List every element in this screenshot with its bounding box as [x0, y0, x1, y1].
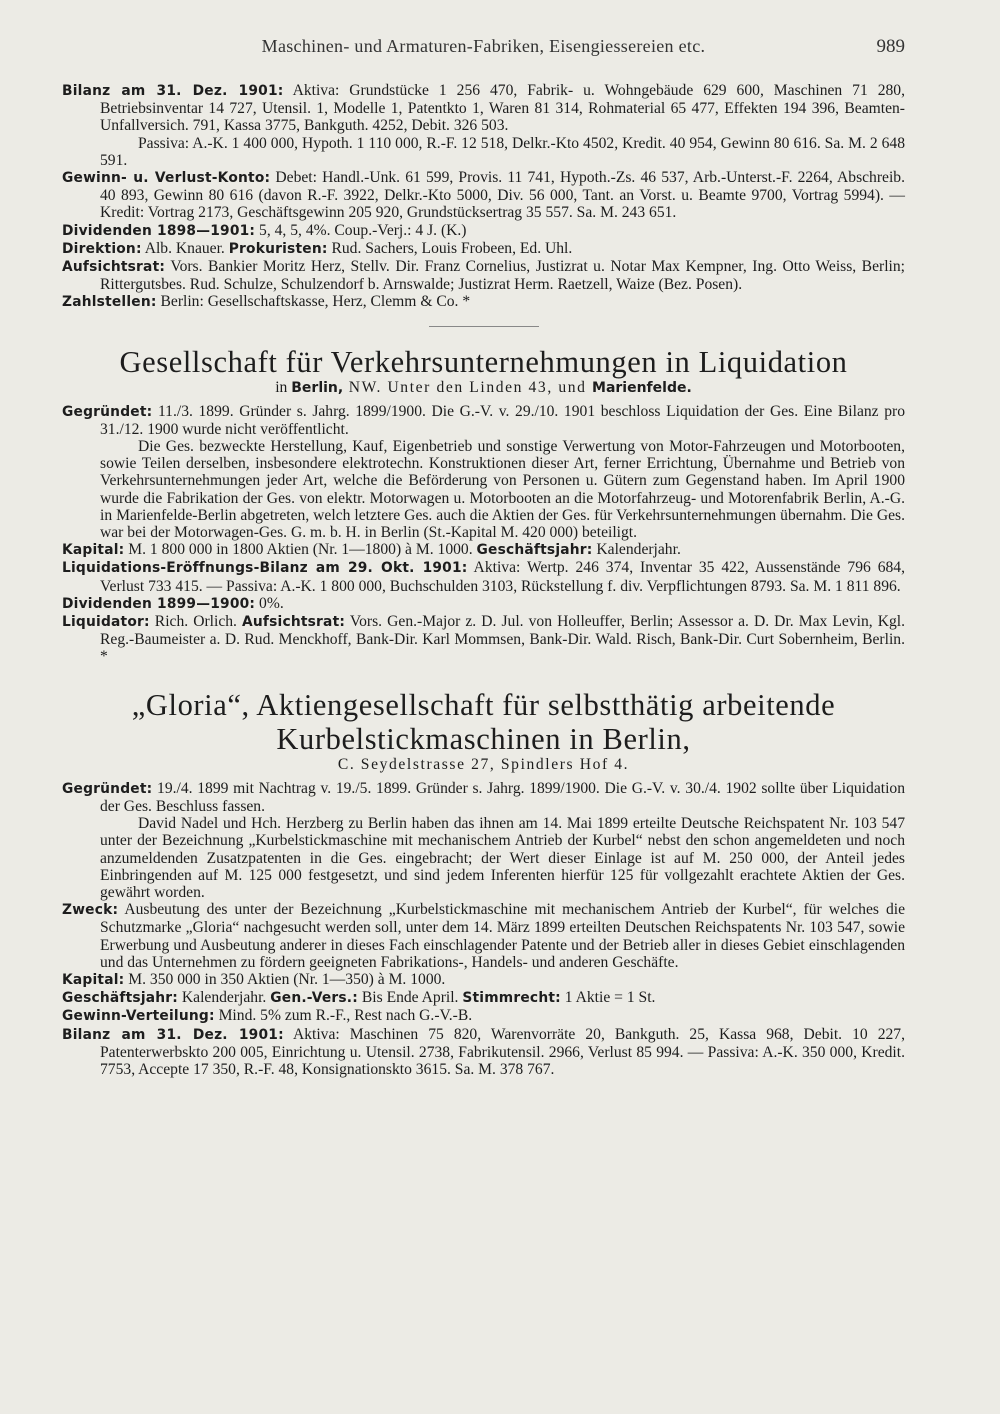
bilanz-paragraph: Bilanz am 31. Dez. 1901: Aktiva: Maschinen 75 820, Warenvorräte 20, Bankguth. 25, Kassa 968, Debit. 10 227, Patenterwerbskto 200 005, Einrichtung u. Utensil. 2738, Fabrikutensil. 2966, Verlust 85 994. — Passiva: A.-K. 350 000, Kredit. 7753, Accepte 17 350, R.-F. 48, Konsignationskto 3615. Sa. M. 378 767.: [62, 1025, 906, 1078]
page-header: [62, 36, 905, 60]
page-content: [62, 82, 905, 1078]
company-title: Gesellschaft für Verkehrsunternehmungen in Liquidation: [119, 344, 848, 379]
gegruendet-paragraph: Gegründet: 11./3. 1899. Gründer s. Jahrg. 1899/1900. Die G.-V. v. 29./10. 1901 beschloss Liquidation der Ges. Eine Bilanz pro 31./12. 1900 wurde nicht veröffentlicht.: [62, 402, 905, 438]
company-address: in Berlin, NW. Unter den Linden 43, und Marienfelde.: [275, 378, 692, 396]
gewinn-verteilung-paragraph: Gewinn-Verteilung: Mind. 5% zum R.-F., Rest nach G.-V.-B.: [62, 1007, 473, 1025]
company-address: C. Seydelstrasse 27, Spindlers Hof 4.: [337, 755, 630, 773]
zahlstellen-paragraph: Zahlstellen: Berlin: Gesellschaftskasse, Herz, Clemm & Co. *: [62, 293, 471, 311]
kapital-paragraph: Kapital: M. 350 000 in 350 Aktien (Nr. 1—350) à M. 1000.: [62, 970, 446, 988]
running-title: Maschinen- und Armaturen-Fabriken, Eisengiessereien etc.: [261, 36, 706, 56]
company-title: „Gloria“, Aktiengesellschaft für selbstthätig arbeitende Kurbelstickmaschinen in Berlin,: [131, 687, 836, 756]
section-verkehrsunternehmungen: [62, 345, 905, 666]
section-divider: [429, 326, 539, 327]
section-spacer: [62, 666, 905, 688]
section-gloria: [62, 688, 905, 1078]
patent-paragraph: David Nadel und Hch. Herzberg zu Berlin haben das ihnen am 14. Mai 1899 erteilte Deutsche Reichspatent Nr. 103 547 unter der Bezeichnung „Kurbelstickmaschine mit mechanischem Antrieb der Kurbel“ nebst den schon angemeldeten und noch anzumeldenden Zusatzpatenten in die Ges. eingebracht; der Wert dieser Einlage ist auf M. 250 000, der Anteil jedes Einbringenden auf M. 125 000 festgesetzt, und sind jedem Inferenten hierfür 125 für vollgezahlt erachtete Aktien der Ges. gewährt worden.: [100, 815, 905, 901]
liquidator-paragraph: Liquidator: Rich. Orlich. Aufsichtsrat: Vors. Gen.-Major z. D. Jul. von Holleuffer, Berlin; Assessor a. D. Dr. Max Levin, Kgl. Reg.-Baumeister a. D. Rud. Menckhoff, Bank-Dir. Karl Mommsen, Bank-Dir. Wald. Risch, Bank-Dir. Curt Sobernheim, Berlin. *: [62, 613, 905, 666]
liquidations-bilanz-paragraph: Liquidations-Eröffnungs-Bilanz am 29. Okt. 1901: Aktiva: Wertp. 246 374, Inventar 35 422, Aussenstände 796 684, Verlust 733 415. — Passiva: A.-K. 1 800 000, Buchschulden 3103, Rückstellung f. div. Verpflichtungen 8793. Sa. M. 1 811 896.: [62, 559, 905, 595]
zweck-paragraph: Zweck: Ausbeutung des unter der Bezeichnung „Kurbelstickmaschine mit mechanischem Antrieb der Kurbel“, für welches die Schutzmarke „Gloria“ nachgesucht werden soll, unter dem 14. März 1899 erteilten Deutschen Reichspatents Nr. 103 547, sowie Erwerbung und Ausbeutung anderer in dieses Fach einschlagender Patente und der Betrieb aller in dieses Gebiet einschlagenden und das Unternehmen zu fördern geeigneten Fabrikations-, Handels- und anderen Geschäfte.: [62, 901, 905, 971]
kapital-paragraph: Kapital: M. 1 800 000 in 1800 Aktien (Nr. 1—1800) à M. 1000. Geschäftsjahr: Kalenderjahr.: [62, 541, 681, 559]
gegruendet-paragraph: Gegründet: 19./4. 1899 mit Nachtrag v. 19./5. 1899. Gründer s. Jahrg. 1899/1900. Die G.-V. v. 30./4. 1902 sollte über Liquidation der Ges. Beschluss fassen.: [62, 779, 905, 815]
dividenden-paragraph: Dividenden 1898—1901: 5, 4, 5, 4%. Coup.-Verj.: 4 J. (K.): [62, 221, 467, 239]
dividenden-paragraph: Dividenden 1899—1900: 0%.: [62, 594, 284, 612]
zweck-description-paragraph: Die Ges. bezweckte Herstellung, Kauf, Eigenbetrieb und sonstige Verwertung von Motor-Fahrzeugen und Motorbooten, sowie Teilen derselben, insbesondere elektrotechn. Konstruktionen dieser Art, ferner Errichtung, Übernahme und Betrieb von Verkehrsunternehmungen jeder Art, welche die Beförderung von Personen u. Gütern zum Gegenstand haben. Im April 1900 wurde die Fabrikation der Ges. von elektr. Motorwagen u. Motorbooten an die Motorfahrzeug- und Motorenfabrik Berlin, A.-G. in Marienfelde-Berlin abgetreten, welch letztere Ges. auch die Aktien der Ges. für Verkehrsunternehmungen übernahm. Die Ges. war bei der Motorwagen-Ges. G. m. b. H. in Berlin (St.-Kapital M. 420 000) beteiligt.: [100, 438, 905, 542]
direktion-paragraph: Direktion: Alb. Knauer. Prokuristen: Rud. Sachers, Louis Frobeen, Ed. Uhl.: [62, 239, 573, 257]
passiva-paragraph: Passiva: A.-K. 1 400 000, Hypoth. 1 110 000, R.-F. 12 518, Delkr.-Kto 4502, Kredit. 40 954, Gewinn 80 616. Sa. M. 2 648 591.: [100, 134, 905, 169]
aufsichtsrat-paragraph: Aufsichtsrat: Vors. Bankier Moritz Herz, Stellv. Dir. Franz Cornelius, Justizrat u. Notar Max Kempner, Ing. Otto Weiss, Berlin; Rittergutsbes. Rud. Schulze, Schulzendorf b. Arnswalde; Justizrat Herm. Raetzell, Waize (Bez. Posen).: [62, 258, 905, 294]
gewinn-verlust-paragraph: Gewinn- u. Verlust-Konto: Debet: Handl.-Unk. 61 599, Provis. 11 741, Hypoth.-Zs. 46 537, Arb.-Unterst.-F. 2264, Abschreib. 40 893, Gewinn 80 616 (davon R.-F. 3922, Delkr.-Kto 5000, Div. 56 000, Tant. an Vorst. u. Beamte 9700, Vortrag 5994). — Kredit: Vortrag 2173, Geschäftsgewinn 205 920, Grundstücksertrag 35 557. Sa. M. 243 651.: [62, 169, 905, 222]
geschaeftsjahr-paragraph: Geschäftsjahr: Kalenderjahr. Gen.-Vers.: Bis Ende April. Stimmrecht: 1 Aktie = 1 St.: [62, 989, 656, 1007]
section-continuation: [62, 82, 905, 312]
bilanz-paragraph: Bilanz am 31. Dez. 1901: Aktiva: Grundstücke 1 256 470, Fabrik- u. Wohngebäude 629 600, Maschinen 71 280, Betriebsinventar 14 727, Utensil. 1, Modelle 1, Patentkto 1, Waren 81 314, Rohmaterial 65 477, Effekten 194 396, Beamten-Unfallversich. 791, Kassa 3775, Bankguth. 4252, Debit. 326 503.: [62, 82, 905, 135]
page-number: 989: [876, 36, 905, 57]
